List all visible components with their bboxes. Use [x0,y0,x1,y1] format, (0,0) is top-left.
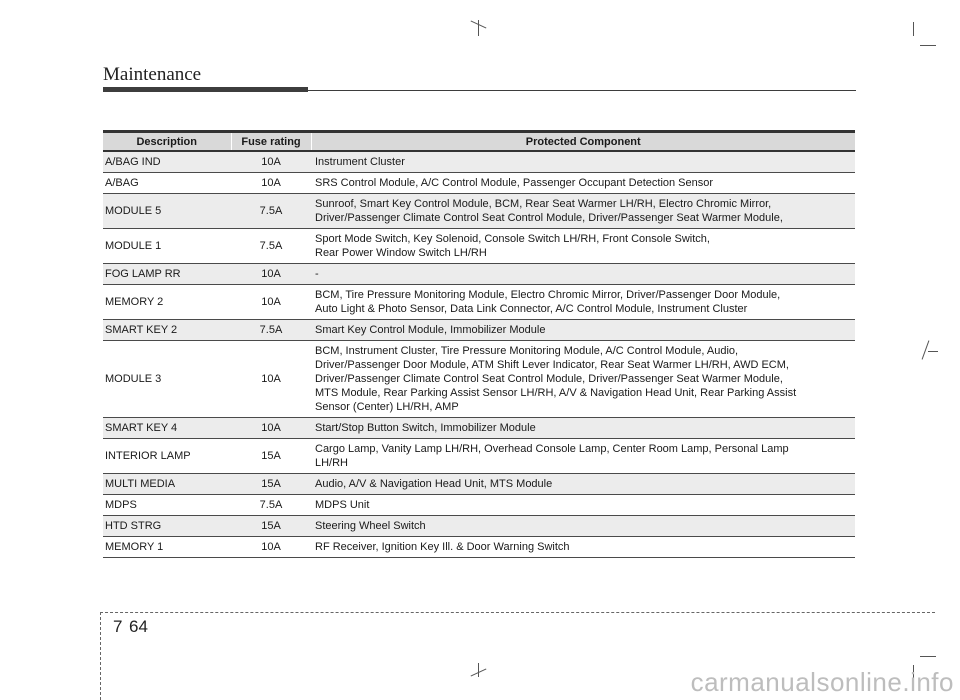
crop-mark-bottom-right-bar [920,656,936,657]
protected-component-cell: Sunroof, Smart Key Control Module, BCM, Rear Seat Warmer LH/RH, Electro Chromic Mirror, Driver/Passenger Climate Control Seat Control Module, Driver/Passenger Seat Warmer Module, [311,194,855,229]
protected-component-cell: MDPS Unit [311,495,855,516]
fuse-rating-cell: 10A [231,537,311,558]
table-row [103,229,855,264]
fuse-description-cell: MEMORY 2 [103,285,231,320]
fuse-description-cell: MODULE 5 [103,194,231,229]
fuse-rating-cell: 15A [231,474,311,495]
protected-component-cell: Audio, A/V & Navigation Head Unit, MTS Module [311,474,855,495]
table-row [103,516,855,537]
crop-mark-top-right-bar [920,45,936,46]
fuse-rating-cell: 7.5A [231,495,311,516]
page-number: 64 [129,617,148,636]
fuse-description-cell: SMART KEY 4 [103,418,231,439]
footer-vertical-rule [100,612,101,700]
protected-component-cell: BCM, Instrument Cluster, Tire Pressure Monitoring Module, A/C Control Module, Audio, Driver/Passenger Door Module, ATM Shift Lever Indicator, Rear Seat Warmer LH/RH, AWD ECM, Driver/Passenger Climate Control Seat Control Module, Driver/Passenger Seat Warmer Module, MTS Module, Rear Parking Assist Sensor LH/RH, A/V & Navigation Head Unit, Rear Parking Assist Sensor (Center) LH/RH, AMP [311,341,855,418]
table-row [103,285,855,320]
fuse-rating-cell: 10A [231,264,311,285]
fuse-description-cell: MULTI MEDIA [103,474,231,495]
table-header-row [103,132,855,152]
fuse-rating-cell: 7.5A [231,229,311,264]
fuse-table [103,130,855,558]
crop-mark-right-bar [928,351,938,352]
fuse-description-cell: A/BAG IND [103,151,231,173]
table-row [103,495,855,516]
page-section-number: 7 [113,617,123,636]
table-row [103,439,855,474]
fuse-rating-cell: 10A [231,341,311,418]
protected-component-cell: - [311,264,855,285]
protected-component-cell: Cargo Lamp, Vanity Lamp LH/RH, Overhead Console Lamp, Center Room Lamp, Personal Lamp LH/RH [311,439,855,474]
fuse-rating-cell: 10A [231,151,311,173]
title-rule-thin [308,90,856,91]
fuse-rating-cell: 15A [231,439,311,474]
crop-mark-right [922,340,930,359]
table-row [103,537,855,558]
fuse-description-cell: MODULE 1 [103,229,231,264]
table-row [103,151,855,173]
section-title: Maintenance [103,64,202,85]
protected-component-cell: Instrument Cluster [311,151,855,173]
fuse-description-cell: INTERIOR LAMP [103,439,231,474]
fuse-description-cell: HTD STRG [103,516,231,537]
fuse-rating-cell: 10A [231,418,311,439]
fuse-description-cell: FOG LAMP RR [103,264,231,285]
table-row [103,264,855,285]
protected-component-cell: Sport Mode Switch, Key Solenoid, Console Switch LH/RH, Front Console Switch, Rear Power Window Switch LH/RH [311,229,855,264]
fuse-description-cell: MODULE 3 [103,341,231,418]
crop-mark-bottom [478,663,479,677]
crop-mark-top-right [913,22,914,36]
column-header-fuse-rating: Fuse rating [231,132,311,152]
protected-component-cell: Start/Stop Button Switch, Immobilizer Module [311,418,855,439]
table-row [103,173,855,194]
table-row [103,418,855,439]
crop-mark-top [478,20,479,36]
protected-component-cell: Steering Wheel Switch [311,516,855,537]
column-header-protected-component: Protected Component [311,132,855,152]
fuse-description-cell: MEMORY 1 [103,537,231,558]
fuse-rating-cell: 10A [231,285,311,320]
fuse-description-cell: MDPS [103,495,231,516]
fuse-description-cell: SMART KEY 2 [103,320,231,341]
fuse-rating-cell: 7.5A [231,320,311,341]
column-header-description: Description [103,132,231,152]
protected-component-cell: BCM, Tire Pressure Monitoring Module, Electro Chromic Mirror, Driver/Passenger Door Module, Auto Light & Photo Sensor, Data Link Connector, A/C Control Module, Instrument Cluster [311,285,855,320]
fuse-rating-cell: 10A [231,173,311,194]
protected-component-cell: RF Receiver, Ignition Key Ill. & Door Warning Switch [311,537,855,558]
footer-rule [100,612,935,613]
table-row [103,474,855,495]
fuse-rating-cell: 7.5A [231,194,311,229]
protected-component-cell: Smart Key Control Module, Immobilizer Module [311,320,855,341]
fuse-description-cell: A/BAG [103,173,231,194]
title-rule-thick [103,87,308,92]
table-row [103,341,855,418]
watermark: carmanualsonline.info [690,667,954,697]
table-row [103,320,855,341]
table-row [103,194,855,229]
protected-component-cell: SRS Control Module, A/C Control Module, Passenger Occupant Detection Sensor [311,173,855,194]
fuse-rating-cell: 15A [231,516,311,537]
table-body [103,151,855,558]
